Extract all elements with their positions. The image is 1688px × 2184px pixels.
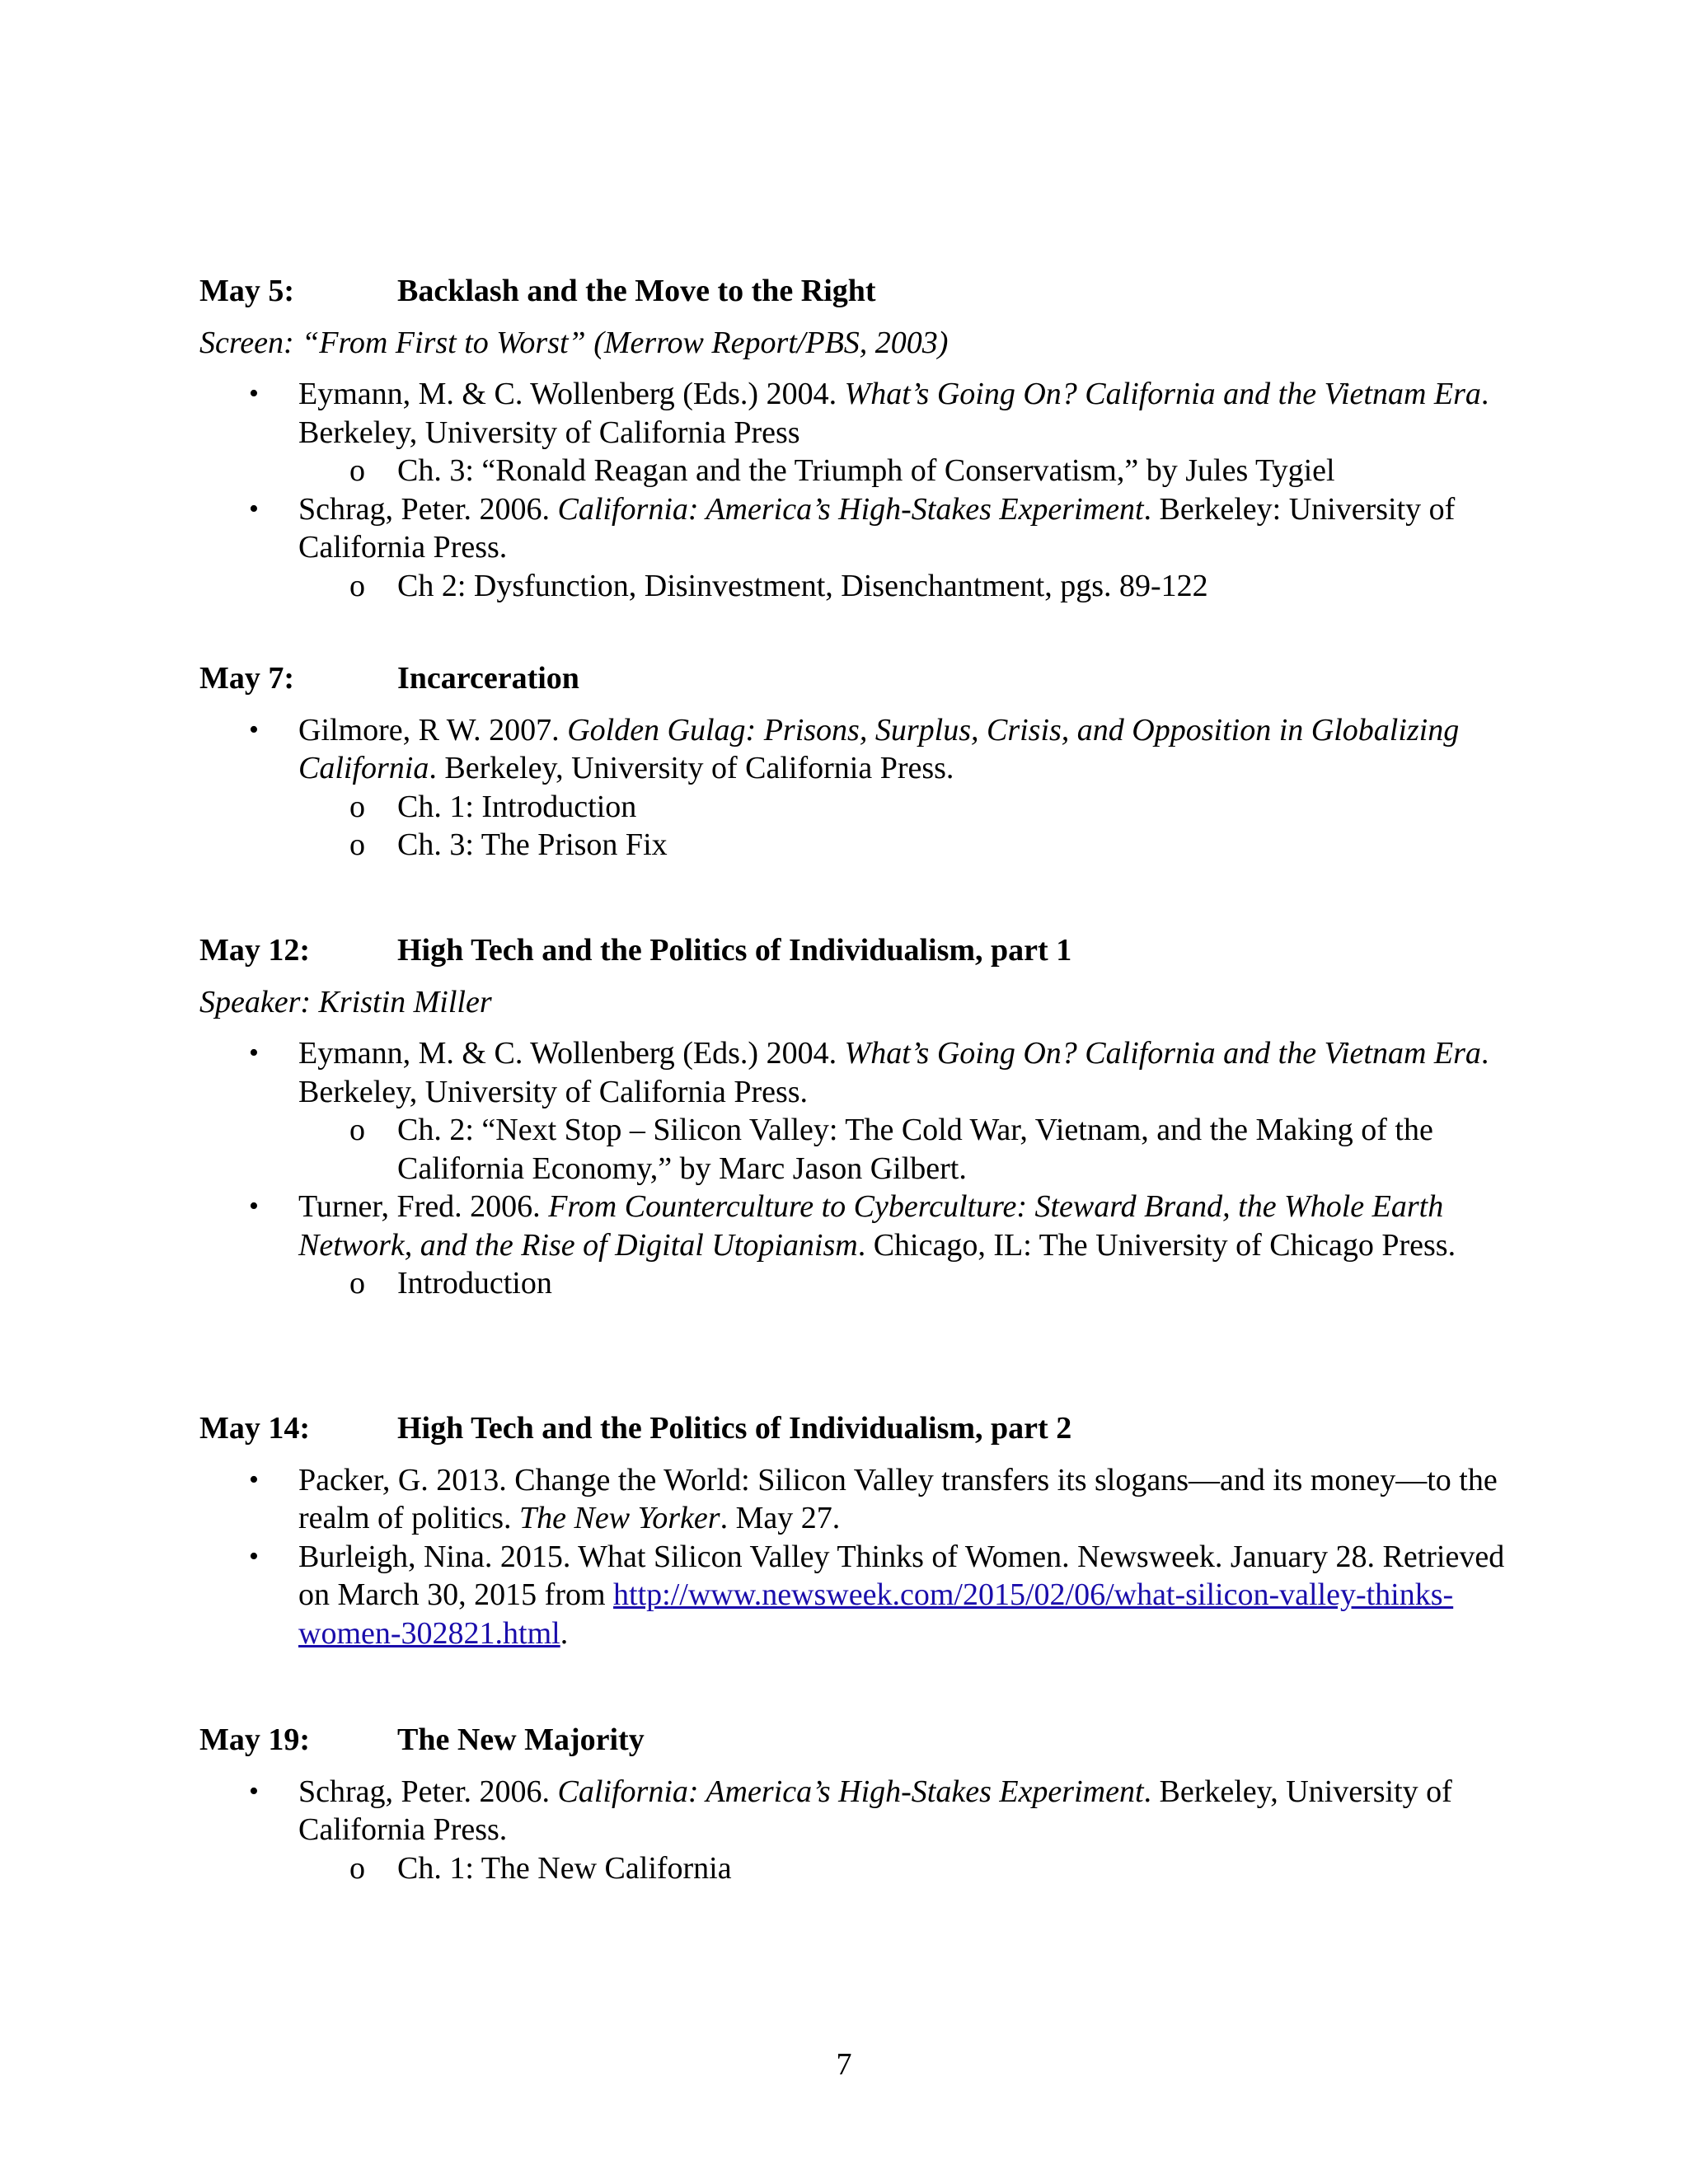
session-date: May 7: (199, 661, 295, 696)
citation-text: Burleigh, Nina. 2015. What Silicon Valley Thinks of Women. Newsweek. January 28. Retrieved on March 30, 2015 from (298, 1539, 1505, 1612)
hollow-bullet-icon: o (349, 1113, 365, 1147)
citation-text: . (560, 1615, 569, 1651)
session-heading (199, 1721, 1510, 1760)
bullet-icon: • (249, 378, 259, 409)
chapter-item (298, 1849, 1510, 1888)
reading-list (199, 1773, 1510, 1888)
chapter-item (298, 1264, 1510, 1303)
chapter-list (298, 567, 1510, 606)
session-title: High Tech and the Politics of Individualism, part 1 (397, 933, 1072, 968)
citation-text: Gilmore, R W. 2007. (298, 712, 568, 748)
chapter-item (298, 567, 1510, 606)
reading-item (199, 1538, 1510, 1653)
citation-title: Golden Gulag: Prisons, Surplus, Crisis, and Opposition in Globalizing California (298, 712, 1460, 785)
reading-citation (298, 1773, 1510, 1849)
session-date: May 14: (199, 1411, 311, 1446)
citation-text: . Berkeley, University of California Press. (298, 1036, 1489, 1109)
hollow-bullet-icon: o (349, 568, 365, 603)
chapter-item (298, 826, 1510, 865)
citation-title: The New Yorker (519, 1501, 720, 1535)
session-heading (199, 272, 1510, 311)
reading-item (199, 1188, 1510, 1303)
bullet-icon: • (249, 714, 259, 745)
citation-title: From Counterculture to Cyberculture: Steward Brand, the Whole Earth Network, and the Rise of Digital Utopianism (298, 1189, 1444, 1263)
bullet-icon: • (249, 1038, 259, 1068)
reading-citation (298, 1538, 1510, 1653)
chapter-list (298, 1849, 1510, 1888)
newsweek-article-link[interactable]: http://www.newsweek.com/2015/02/06/what-silicon-valley-thinks-women-302821.html (298, 1577, 1454, 1651)
reading-item (199, 1034, 1510, 1188)
reading-citation (298, 1034, 1510, 1111)
chapter-list (298, 452, 1510, 490)
bullet-icon: • (249, 1540, 259, 1572)
reading-list (199, 1034, 1510, 1303)
reading-item (199, 490, 1510, 606)
session-heading (199, 1409, 1510, 1448)
reading-list (199, 1461, 1510, 1653)
session-date: May 19: (199, 1722, 311, 1757)
bullet-icon: • (249, 1464, 259, 1495)
session-title: The New Majority (397, 1722, 645, 1757)
chapter-text: Ch 2: Dysfunction, Disinvestment, Disenchantment, pgs. 89-122 (397, 568, 1208, 603)
reading-citation (298, 711, 1510, 788)
chapter-list (298, 788, 1510, 865)
citation-text: Packer, G. 2013. Change the World: Silicon Valley transfers its slogans—and its money—to the realm of politics. (298, 1462, 1498, 1535)
citation-text: . Berkeley, University of California Press. (298, 1774, 1452, 1847)
citation-text: . Berkeley: University of California Press. (298, 491, 1456, 565)
citation-text: . Chicago, IL: The University of Chicago Press. (857, 1227, 1456, 1263)
session-title: Backlash and the Move to the Right (397, 274, 876, 308)
session-may-14 (199, 1409, 1510, 1652)
citation-title: What’s Going On? California and the Vietnam Era (844, 377, 1481, 411)
chapter-list (298, 1111, 1510, 1188)
chapter-text: Ch. 1: Introduction (397, 789, 637, 824)
bullet-icon: • (249, 493, 259, 524)
citation-text: Eymann, M. & C. Wollenberg (Eds.) 2004. (298, 377, 845, 411)
reading-list (199, 711, 1510, 865)
chapter-item (298, 788, 1510, 827)
citation-text: Eymann, M. & C. Wollenberg (Eds.) 2004. (298, 1036, 845, 1071)
citation-text: Schrag, Peter. 2006. (298, 491, 558, 527)
session-may-19 (199, 1721, 1510, 1887)
reading-item (199, 1773, 1510, 1888)
session-heading (199, 659, 1510, 698)
chapter-item (298, 1111, 1510, 1188)
citation-text: Schrag, Peter. 2006. (298, 1774, 558, 1809)
citation-title: California: America’s High-Stakes Experiment (557, 1774, 1144, 1809)
chapter-text: Ch. 1: The New California (397, 1850, 732, 1886)
hollow-bullet-icon: o (349, 453, 365, 488)
session-date: May 12: (199, 933, 311, 968)
bullet-icon: • (249, 1191, 259, 1221)
hollow-bullet-icon: o (349, 789, 365, 824)
session-date: May 5: (199, 274, 295, 308)
hollow-bullet-icon: o (349, 1266, 365, 1301)
hollow-bullet-icon: o (349, 827, 365, 862)
chapter-item (298, 452, 1510, 490)
reading-citation (298, 490, 1510, 567)
chapter-text: Ch. 3: “Ronald Reagan and the Triumph of Conservatism,” by Jules Tygiel (397, 453, 1335, 488)
session-title: High Tech and the Politics of Individualism, part 2 (397, 1411, 1072, 1446)
reading-item (199, 711, 1510, 865)
citation-title: California: America’s High-Stakes Experiment (557, 491, 1144, 527)
citation-title: What’s Going On? California and the Vietnam Era (844, 1036, 1481, 1071)
citation-text: . Berkeley, University of California Press. (429, 751, 954, 785)
session-may-7 (199, 659, 1510, 865)
citation-text: . Berkeley, University of California Press (298, 377, 1489, 450)
session-title: Incarceration (397, 661, 579, 696)
session-note: Screen: “From First to Worst” (Merrow Report/PBS, 2003) (199, 325, 949, 360)
chapter-list (298, 1264, 1510, 1303)
session-heading (199, 931, 1510, 970)
reading-citation (298, 1461, 1510, 1538)
citation-text: Turner, Fred. 2006. (298, 1189, 549, 1224)
hollow-bullet-icon: o (349, 1850, 365, 1886)
reading-item (199, 375, 1510, 490)
page-number: 7 (836, 2047, 852, 2082)
citation-text: . May 27. (720, 1501, 841, 1535)
reading-item (199, 1461, 1510, 1538)
reading-citation (298, 375, 1510, 452)
session-may-5 (199, 272, 1510, 605)
chapter-text: Ch. 3: The Prison Fix (397, 827, 668, 862)
session-may-12 (199, 931, 1510, 1303)
bullet-icon: • (249, 1775, 259, 1807)
session-note: Speaker: Kristin Miller (199, 984, 492, 1019)
reading-list (199, 375, 1510, 605)
reading-citation (298, 1188, 1510, 1264)
chapter-text: Ch. 2: “Next Stop – Silicon Valley: The Cold War, Vietnam, and the Making of the California Economy,” by Marc Jason Gilbert. (397, 1113, 1433, 1186)
chapter-text: Introduction (397, 1266, 552, 1301)
